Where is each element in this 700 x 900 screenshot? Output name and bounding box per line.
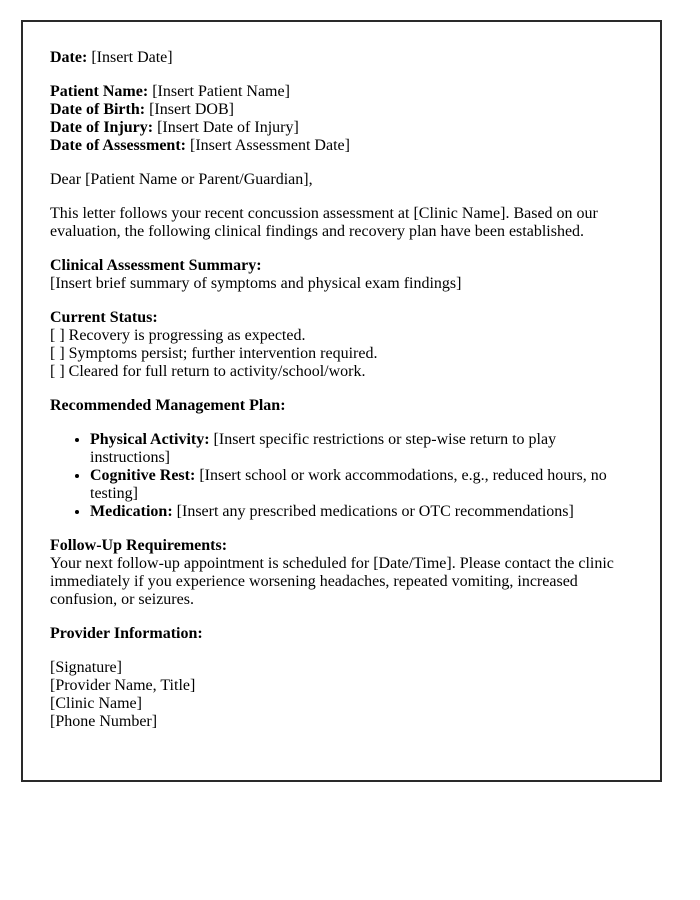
patient-name-line xyxy=(50,83,633,101)
date-of-injury-value: [Insert Date of Injury] xyxy=(157,119,299,136)
date-of-assessment-line xyxy=(50,137,633,155)
checkbox-marker: [ ] xyxy=(50,363,65,380)
checkbox-marker: [ ] xyxy=(50,327,65,344)
management-plan-heading xyxy=(50,397,633,415)
plan-item-label: Cognitive Rest: xyxy=(90,467,196,484)
status-option xyxy=(50,345,633,363)
date-of-birth-line xyxy=(50,101,633,119)
current-status-section xyxy=(50,309,633,381)
date-of-assessment-value: [Insert Assessment Date] xyxy=(189,137,350,154)
plan-item xyxy=(90,503,633,521)
provider-info-block xyxy=(50,659,633,731)
date-value: [Insert Date] xyxy=(91,49,173,66)
provider-line: [Phone Number] xyxy=(50,713,158,730)
status-option-text: Cleared for full return to activity/school/work. xyxy=(68,363,366,380)
plan-item-label: Physical Activity: xyxy=(90,431,210,448)
salutation: Dear [Patient Name or Parent/Guardian], xyxy=(50,171,313,188)
follow-up-section xyxy=(50,537,633,609)
clinical-summary-section xyxy=(50,257,633,293)
follow-up-heading xyxy=(50,537,633,555)
patient-info-block xyxy=(50,83,633,155)
provider-line: [Clinic Name] xyxy=(50,695,142,712)
provider-line: [Signature] xyxy=(50,659,122,676)
status-option xyxy=(50,363,633,381)
current-status-heading xyxy=(50,309,633,327)
date-of-assessment-label: Date of Assessment: xyxy=(50,137,186,154)
status-option xyxy=(50,327,633,345)
follow-up-heading-text: Follow-Up Requirements: xyxy=(50,537,228,554)
plan-item-text: [Insert specific restrictions or step-wise return to play instructions] xyxy=(90,431,557,466)
plan-item-label: Medication: xyxy=(90,503,173,520)
status-option-text: Symptoms persist; further intervention required. xyxy=(68,345,378,362)
clinical-summary-heading xyxy=(50,257,633,275)
plan-item-text: [Insert school or work accommodations, e.g., reduced hours, no testing] xyxy=(90,467,607,502)
follow-up-body: Your next follow-up appointment is scheduled for [Date/Time]. Please contact the clinic immediately if you experience worsening headaches, repeated vomiting, increased confusion, or seizures. xyxy=(50,555,614,608)
clinical-summary-body: [Insert brief summary of symptoms and physical exam findings] xyxy=(50,275,462,292)
patient-name-value: [Insert Patient Name] xyxy=(152,83,290,100)
intro-paragraph: This letter follows your recent concussion assessment at [Clinic Name]. Based on our evaluation, the following clinical findings and recovery plan have been established. xyxy=(50,205,598,240)
plan-item-text: [Insert any prescribed medications or OTC recommendations] xyxy=(176,503,574,520)
management-plan-list xyxy=(50,431,633,521)
provider-info-heading xyxy=(50,625,633,643)
date-of-injury-line xyxy=(50,119,633,137)
date-line xyxy=(50,49,633,67)
checkbox-marker: [ ] xyxy=(50,345,65,362)
plan-item xyxy=(90,467,633,503)
current-status-heading-text: Current Status: xyxy=(50,309,158,326)
clinical-summary-heading-text: Clinical Assessment Summary: xyxy=(50,257,262,274)
letter-page xyxy=(21,20,662,782)
date-of-birth-value: [Insert DOB] xyxy=(149,101,234,118)
management-plan-heading-text: Recommended Management Plan: xyxy=(50,397,286,414)
date-of-injury-label: Date of Injury: xyxy=(50,119,154,136)
date-label: Date: xyxy=(50,49,88,66)
date-of-birth-label: Date of Birth: xyxy=(50,101,146,118)
plan-item xyxy=(90,431,633,467)
provider-line: [Provider Name, Title] xyxy=(50,677,196,694)
status-option-text: Recovery is progressing as expected. xyxy=(68,327,306,344)
provider-info-heading-text: Provider Information: xyxy=(50,625,203,642)
patient-name-label: Patient Name: xyxy=(50,83,149,100)
